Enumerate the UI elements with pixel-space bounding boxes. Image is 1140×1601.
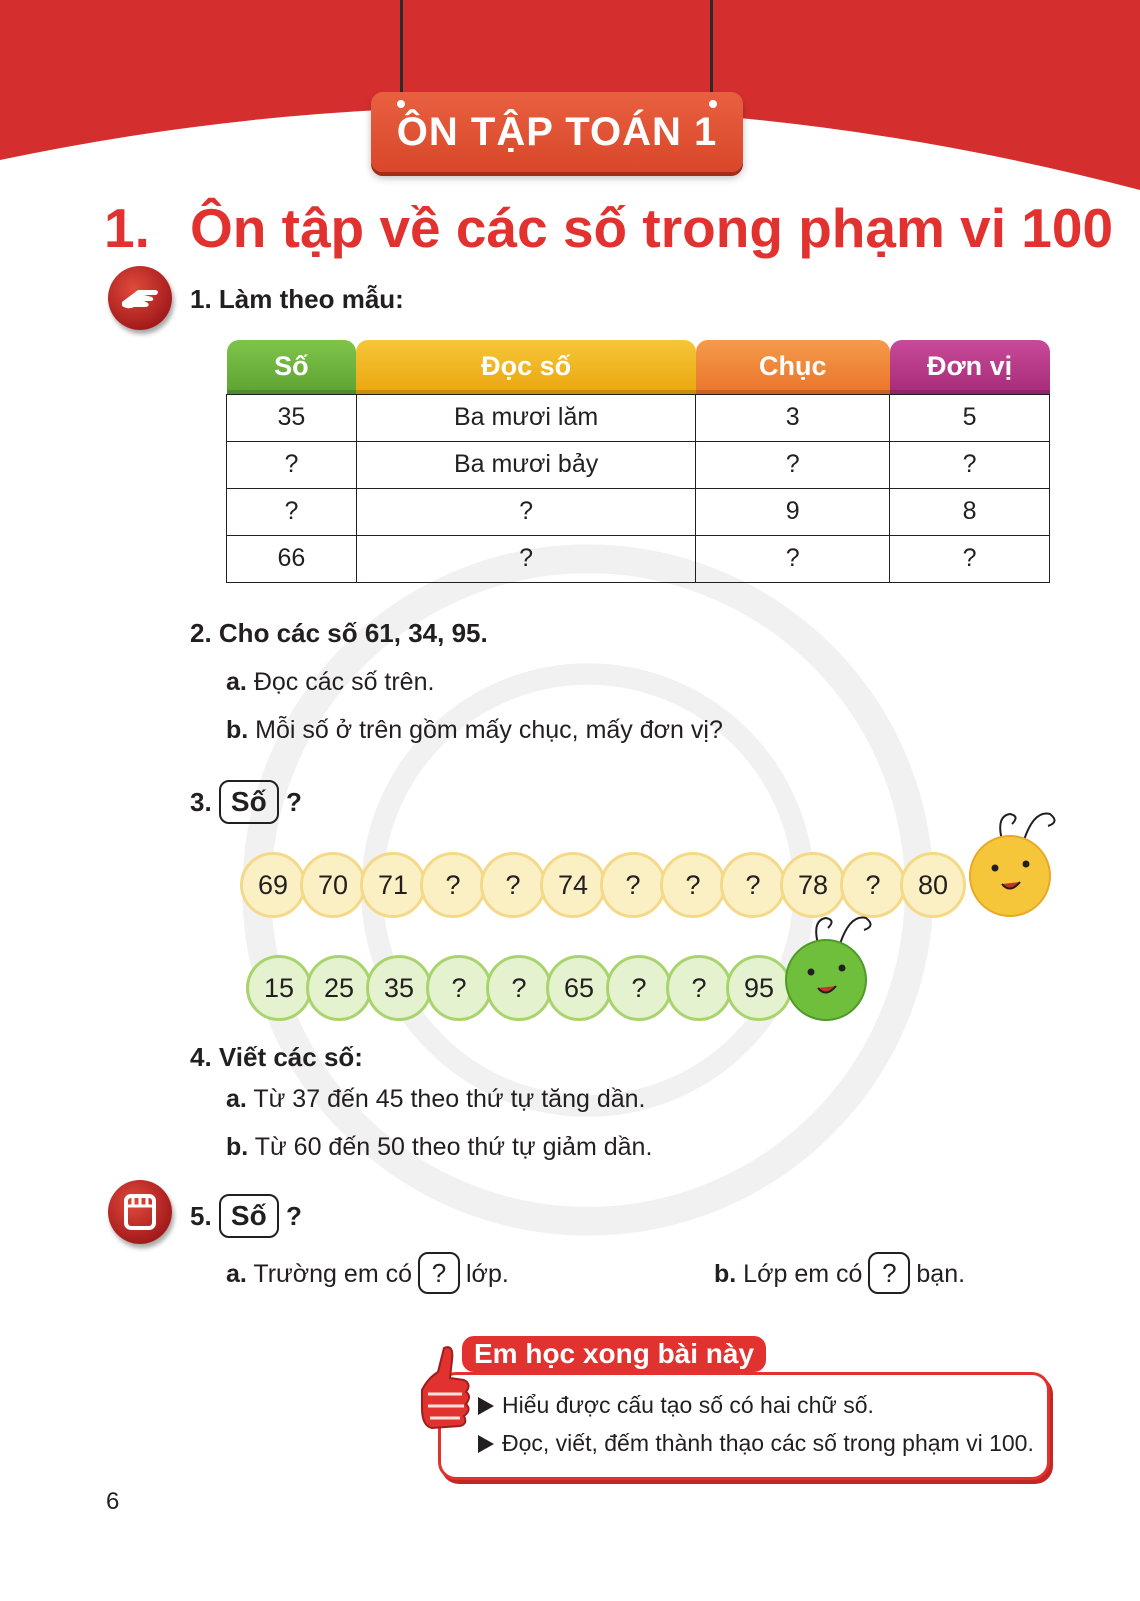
caterpillar-yellow	[240, 852, 960, 918]
raised-fist-icon	[108, 1180, 172, 1244]
table-cell: 3	[696, 394, 890, 441]
sign-string-left	[400, 0, 403, 102]
caterpillar-segment: 71	[360, 852, 426, 918]
table-cell: ?	[227, 441, 357, 488]
table-cell: ?	[890, 535, 1050, 582]
caterpillar-segment: ?	[426, 955, 492, 1021]
ex2-b-marker: b.	[226, 716, 249, 744]
ex3-question: ?	[285, 787, 302, 817]
caterpillar-segment: 15	[246, 955, 312, 1021]
caterpillar-segment: 78	[780, 852, 846, 918]
ex5-a-marker: a.	[226, 1260, 247, 1288]
caterpillar-segment: ?	[420, 852, 486, 918]
summary-title: Em học xong bài này	[462, 1336, 766, 1372]
table-cell: ?	[227, 488, 357, 535]
arrow-right-icon	[478, 1435, 494, 1453]
caterpillar-segment: ?	[666, 955, 732, 1021]
ex5-label	[190, 1194, 302, 1238]
table-cell: ?	[696, 535, 890, 582]
table-cell: Ba mươi lăm	[356, 394, 696, 441]
ex5-b-after: bạn.	[916, 1260, 966, 1288]
ex1-label: 1. Làm theo mẫu:	[190, 284, 404, 314]
ex5-a-after: lớp.	[466, 1260, 509, 1288]
page-number: 6	[106, 1488, 120, 1515]
table-cell: 5	[890, 394, 1050, 441]
table-cell: 66	[227, 535, 357, 582]
summary-item	[478, 1430, 1034, 1457]
caterpillar-green-head-icon	[784, 910, 894, 1022]
caterpillar-segment: ?	[720, 852, 786, 918]
ex5-number: 5.	[190, 1201, 212, 1231]
number-table	[226, 340, 1050, 583]
table-cell: 35	[227, 394, 357, 441]
caterpillar-segment: ?	[480, 852, 546, 918]
caterpillar-segment: 65	[546, 955, 612, 1021]
ex2-label: 2. Cho các số 61, 34, 95.	[190, 618, 488, 648]
table-cell: 8	[890, 488, 1050, 535]
table-row	[227, 488, 1050, 535]
lesson-title-text: Ôn tập về các số trong phạm vi 100	[190, 197, 1114, 259]
caterpillar-segment: ?	[600, 852, 666, 918]
lesson-title	[104, 196, 1113, 260]
ex2-part-a	[226, 668, 434, 697]
table-row	[227, 441, 1050, 488]
ex2-part-b	[226, 716, 723, 745]
ex3-so-box: Số	[219, 780, 279, 824]
table-cell: ?	[356, 488, 696, 535]
summary-box	[438, 1372, 1050, 1480]
banner-sign	[371, 92, 743, 172]
ex4-b-text: Từ 60 đến 50 theo thứ tự giảm dần.	[254, 1133, 653, 1161]
ex3-label	[190, 780, 302, 824]
col-header-doc-so: Đọc số	[356, 340, 696, 394]
table-header-row	[227, 340, 1050, 394]
caterpillar-segment: 95	[726, 955, 792, 1021]
caterpillar-segment: 70	[300, 852, 366, 918]
ex4-part-b	[226, 1133, 652, 1162]
caterpillar-segment: 35	[366, 955, 432, 1021]
ex5-b-before: Lớp em có	[743, 1260, 863, 1288]
ex4-a-text: Từ 37 đến 45 theo thứ tự tăng dần.	[253, 1085, 646, 1113]
table-cell: ?	[890, 441, 1050, 488]
sign-pin-right	[709, 100, 717, 108]
col-header-chuc: Chục	[696, 340, 890, 394]
table-row	[227, 394, 1050, 441]
caterpillar-segment: 25	[306, 955, 372, 1021]
caterpillar-segment: 74	[540, 852, 606, 918]
ex3-number: 3.	[190, 787, 212, 817]
summary-item	[478, 1392, 874, 1419]
table-cell: 9	[696, 488, 890, 535]
table-cell: Ba mươi bảy	[356, 441, 696, 488]
ex5-question: ?	[285, 1201, 302, 1231]
ex4-a-marker: a.	[226, 1085, 247, 1113]
caterpillar-segment: 69	[240, 852, 306, 918]
sign-pin-left	[397, 100, 405, 108]
summary-item-text: Hiểu được cấu tạo số có hai chữ số.	[502, 1392, 874, 1418]
col-header-don-vi: Đơn vị	[890, 340, 1050, 394]
ex2-b-text: Mỗi số ở trên gồm mấy chục, mấy đơn vị?	[255, 716, 723, 744]
pointing-hand-icon	[108, 266, 172, 330]
ex5-a-answer-box[interactable]: ?	[418, 1252, 460, 1294]
caterpillar-segment: ?	[486, 955, 552, 1021]
caterpillar-green	[246, 955, 786, 1021]
ex5-part-b	[714, 1252, 965, 1294]
arrow-right-icon	[478, 1397, 494, 1415]
col-header-so: Số	[227, 340, 357, 394]
ex5-b-answer-box[interactable]: ?	[868, 1252, 910, 1294]
caterpillar-segment: ?	[840, 852, 906, 918]
ex2-a-marker: a.	[226, 668, 247, 696]
ex4-part-a	[226, 1085, 646, 1114]
summary-item-text: Đọc, viết, đếm thành thạo các số trong phạm vi 100.	[502, 1430, 1034, 1456]
ex5-b-marker: b.	[714, 1260, 737, 1288]
ex5-part-a	[226, 1252, 509, 1294]
caterpillar-segment: ?	[660, 852, 726, 918]
ex4-label: 4. Viết các số:	[190, 1042, 363, 1072]
banner-title: ÔN TẬP TOÁN 1	[396, 109, 718, 154]
ex2-a-text: Đọc các số trên.	[253, 668, 435, 696]
caterpillar-yellow-head-icon	[968, 806, 1078, 918]
lesson-number: 1.	[104, 197, 150, 259]
sign-string-right	[710, 0, 713, 102]
table-cell: ?	[696, 441, 890, 488]
table-cell: ?	[356, 535, 696, 582]
table-row	[227, 535, 1050, 582]
caterpillar-segment: 80	[900, 852, 966, 918]
caterpillar-segment: ?	[606, 955, 672, 1021]
ex5-so-box: Số	[219, 1194, 279, 1238]
ex5-a-before: Trường em có	[253, 1260, 412, 1288]
ex4-b-marker: b.	[226, 1133, 249, 1161]
